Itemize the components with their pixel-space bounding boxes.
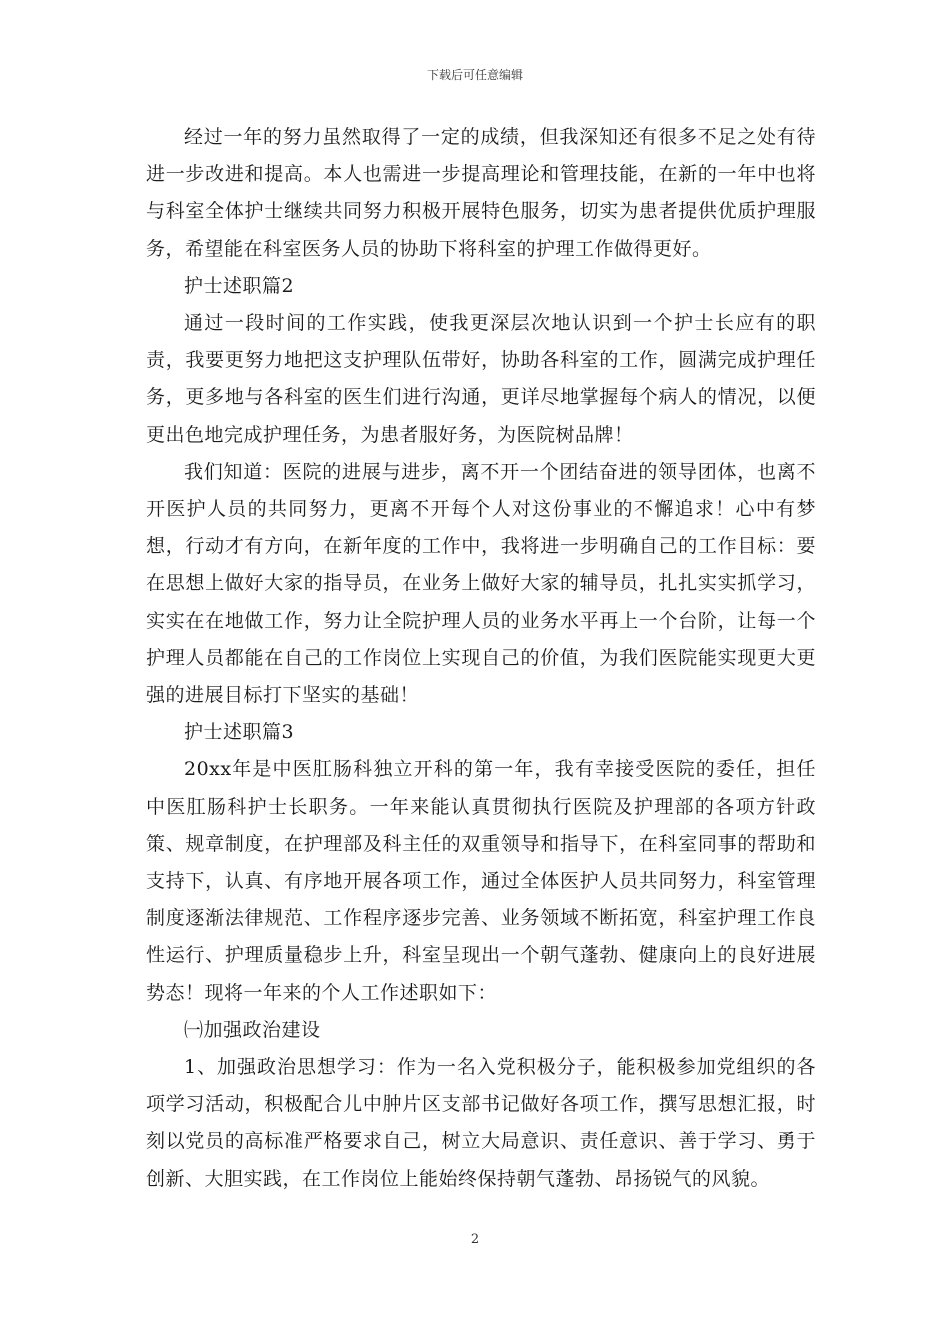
paragraph-goals: 我们知道：医院的进展与进步，离不开一个团结奋进的领导团体，也离不开医护人员的共同努力，更离不开每个人对这份事业的不懈追求！心中有梦想，行动才有方向，在新年度的工作中，我将进一步明确自己的工作目标：要在思想上做好大家的指导员，在业务上做好大家的辅导员，扎扎实实抓学习，实实在在地做工作，努力让全院护理人员的业务水平再上一个台阶，让每一个护理人员都能在自己的工作岗位上实现自己的价值，为我们医院能实现更大更强的进展目标打下坚实的基础！ <box>146 460 816 707</box>
subheading-politics: ㈠加强政治建设 <box>184 1018 321 1041</box>
section-heading-2: 护士述职篇2 <box>184 274 295 297</box>
paragraph-practice: 通过一段时间的工作实践，使我更深层次地认识到一个护士长应有的职责，我要更努力地把这支护理队伍带好，协助各科室的工作，圆满完成护理任务，更多地与各科室的医生们进行沟通，更详尽地掌握每个病人的情况，以便更出色地完成护理任务，为患者服好务，为医院树品牌！ <box>146 312 816 446</box>
document-body <box>146 119 816 1198</box>
section-heading-3: 护士述职篇3 <box>184 721 295 744</box>
paragraph-summary: 经过一年的努力虽然取得了一定的成绩，但我深知还有很多不足之处有待进一步改进和提高。本人也需进一步提高理论和管理技能，在新的一年中也将与科室全体护士继续共同努力积极开展特色服务，切实为患者提供优质护理服务，希望能在科室医务人员的协助下将科室的护理工作做得更好。 <box>146 126 816 260</box>
page-header: 下载后可任意编辑 <box>426 68 523 82</box>
paragraph-political-study: 1、加强政治思想学习：作为一名入党积极分子，能积极参加党组织的各项学习活动，积极配合儿中肿片区支部书记做好各项工作，撰写思想汇报，时刻以党员的高标准严格要求自己，树立大局意识、责任意识、善于学习、勇于创新、大胆实践，在工作岗位上能始终保持朝气蓬勃、昂扬锐气的风貌。 <box>146 1056 816 1190</box>
page-number: 2 <box>470 1232 480 1247</box>
paragraph-department: 20xx年是中医肛肠科独立开科的第一年，我有幸接受医院的委任，担任中医肛肠科护士长职务。一年来能认真贯彻执行医院及护理部的各项方针政策、规章制度，在护理部及科主任的双重领导和指导下，在科室同事的帮助和支持下，认真、有序地开展各项工作，通过全体医护人员共同努力，科室管理制度逐渐法律规范、工作程序逐步完善、业务领域不断拓宽，科室护理工作良性运行、护理质量稳步上升，科室呈现出一个朝气蓬勃、健康向上的良好进展势态！现将一年来的个人工作述职如下： <box>146 758 816 1004</box>
